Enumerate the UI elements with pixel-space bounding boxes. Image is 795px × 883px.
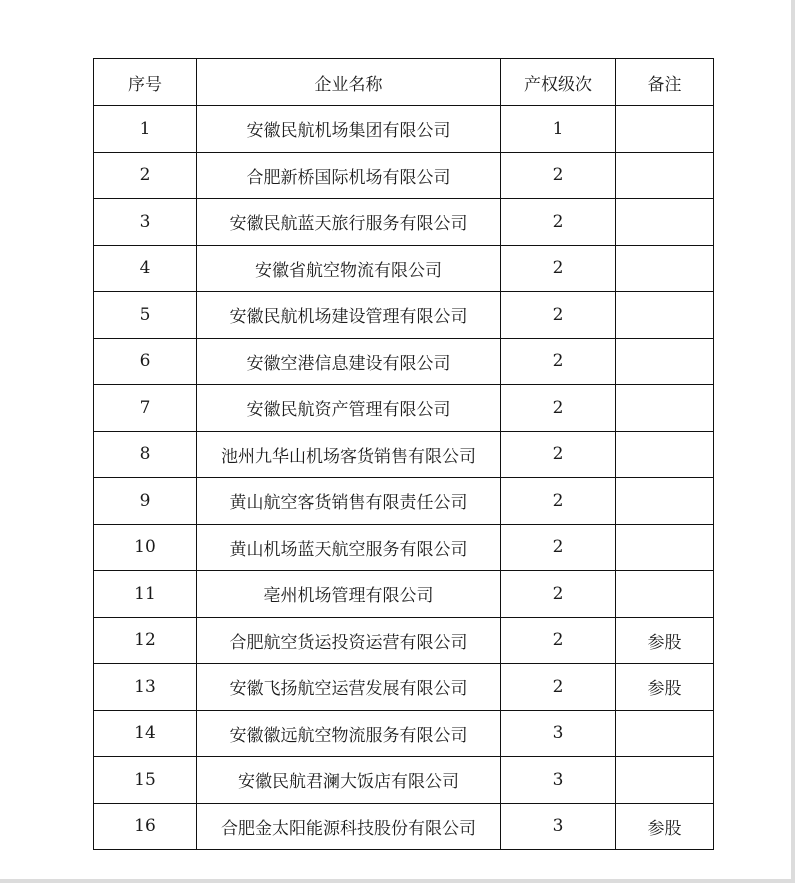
cell-note: [616, 106, 714, 153]
cell-note: [616, 431, 714, 478]
cell-seq: 13: [94, 664, 197, 711]
cell-note: [616, 710, 714, 757]
cell-note: [616, 385, 714, 432]
cell-seq: 6: [94, 338, 197, 385]
cell-ownership-level: 2: [501, 524, 616, 571]
cell-company-name: 黄山机场蓝天航空服务有限公司: [197, 524, 501, 571]
cell-ownership-level: 1: [501, 106, 616, 153]
header-ownership-level: 产权级次: [501, 59, 616, 106]
cell-seq: 3: [94, 199, 197, 246]
cell-seq: 10: [94, 524, 197, 571]
table-row: [94, 199, 714, 246]
cell-ownership-level: 2: [501, 199, 616, 246]
cell-note: [616, 571, 714, 618]
table-row: [94, 385, 714, 432]
cell-company-name: 安徽空港信息建设有限公司: [197, 338, 501, 385]
cell-company-name: 安徽民航君澜大饭店有限公司: [197, 757, 501, 804]
cell-ownership-level: 2: [501, 664, 616, 711]
company-table: [93, 58, 714, 850]
cell-company-name: 合肥新桥国际机场有限公司: [197, 152, 501, 199]
table-row: [94, 524, 714, 571]
table-row: [94, 710, 714, 757]
table-row: [94, 571, 714, 618]
cell-ownership-level: 3: [501, 803, 616, 850]
cell-note: [616, 245, 714, 292]
cell-note: 参股: [616, 664, 714, 711]
cell-note: [616, 478, 714, 525]
cell-ownership-level: 2: [501, 338, 616, 385]
cell-ownership-level: 3: [501, 757, 616, 804]
page-edge-right: [791, 0, 795, 883]
table-row: [94, 431, 714, 478]
cell-note: [616, 152, 714, 199]
cell-seq: 16: [94, 803, 197, 850]
cell-note: [616, 757, 714, 804]
cell-seq: 11: [94, 571, 197, 618]
table-row: [94, 292, 714, 339]
cell-company-name: 黄山航空客货销售有限责任公司: [197, 478, 501, 525]
cell-note: 参股: [616, 617, 714, 664]
cell-company-name: 安徽民航机场集团有限公司: [197, 106, 501, 153]
cell-company-name: 安徽民航蓝天旅行服务有限公司: [197, 199, 501, 246]
cell-company-name: 合肥航空货运投资运营有限公司: [197, 617, 501, 664]
table-row: [94, 152, 714, 199]
cell-seq: 9: [94, 478, 197, 525]
cell-seq: 1: [94, 106, 197, 153]
cell-ownership-level: 2: [501, 292, 616, 339]
table-row: [94, 803, 714, 850]
cell-ownership-level: 2: [501, 478, 616, 525]
header-company-name: 企业名称: [197, 59, 501, 106]
cell-note: 参股: [616, 803, 714, 850]
cell-ownership-level: 2: [501, 245, 616, 292]
cell-note: [616, 338, 714, 385]
cell-company-name: 池州九华山机场客货销售有限公司: [197, 431, 501, 478]
cell-company-name: 安徽省航空物流有限公司: [197, 245, 501, 292]
table-header-row: [94, 59, 714, 106]
table-row: [94, 664, 714, 711]
cell-company-name: 安徽民航资产管理有限公司: [197, 385, 501, 432]
table-row: [94, 757, 714, 804]
table-row: [94, 617, 714, 664]
table-body: [94, 106, 714, 850]
cell-ownership-level: 2: [501, 431, 616, 478]
cell-seq: 2: [94, 152, 197, 199]
cell-company-name: 安徽飞扬航空运营发展有限公司: [197, 664, 501, 711]
cell-seq: 14: [94, 710, 197, 757]
cell-ownership-level: 3: [501, 710, 616, 757]
table-row: [94, 245, 714, 292]
cell-note: [616, 524, 714, 571]
cell-seq: 15: [94, 757, 197, 804]
cell-ownership-level: 2: [501, 617, 616, 664]
cell-seq: 7: [94, 385, 197, 432]
cell-note: [616, 292, 714, 339]
cell-seq: 5: [94, 292, 197, 339]
header-seq: 序号: [94, 59, 197, 106]
cell-ownership-level: 2: [501, 571, 616, 618]
cell-note: [616, 199, 714, 246]
cell-company-name: 亳州机场管理有限公司: [197, 571, 501, 618]
table-row: [94, 106, 714, 153]
cell-ownership-level: 2: [501, 385, 616, 432]
table-row: [94, 478, 714, 525]
page-edge-bottom: [0, 879, 795, 883]
cell-company-name: 安徽徽远航空物流服务有限公司: [197, 710, 501, 757]
cell-seq: 12: [94, 617, 197, 664]
table-row: [94, 338, 714, 385]
cell-seq: 4: [94, 245, 197, 292]
cell-company-name: 安徽民航机场建设管理有限公司: [197, 292, 501, 339]
cell-ownership-level: 2: [501, 152, 616, 199]
cell-company-name: 合肥金太阳能源科技股份有限公司: [197, 803, 501, 850]
cell-seq: 8: [94, 431, 197, 478]
header-note: 备注: [616, 59, 714, 106]
